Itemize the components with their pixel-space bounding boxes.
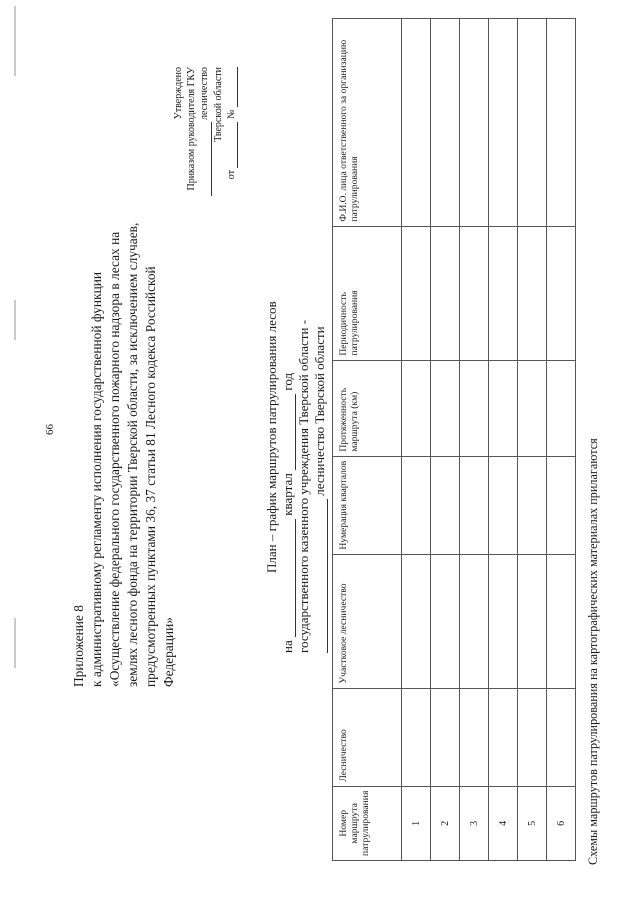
plan-period xyxy=(280,213,296,653)
plan-title: План – график маршрутов патрулирования лесов xyxy=(264,301,279,573)
responsible-person-cell[interactable] xyxy=(518,18,547,226)
quarter-numbers-cell[interactable] xyxy=(402,456,431,554)
patrol-frequency-cell[interactable] xyxy=(460,226,489,360)
header-responsible-person: Ф.И.О. лица ответственного за организацию патрулирования xyxy=(333,18,402,226)
forestry-cell[interactable] xyxy=(460,688,489,786)
route-length-cell[interactable] xyxy=(547,360,576,456)
annex-line: Приложение 8 xyxy=(71,605,86,687)
patrol-routes-table xyxy=(332,18,576,861)
annex-line: Федерации» xyxy=(161,617,176,687)
patrol-frequency-cell[interactable] xyxy=(518,226,547,360)
district-forestry-cell[interactable] xyxy=(431,554,460,688)
table-header-row xyxy=(333,18,402,860)
header-district-forestry: Участковое лесничество xyxy=(333,554,402,688)
approval-order: Приказом руководителя ГКУ xyxy=(186,67,198,191)
quarter-numbers-cell[interactable] xyxy=(547,456,576,554)
quarter-numbers-cell[interactable] xyxy=(489,456,518,554)
route-number-cell: 6 xyxy=(547,786,576,860)
plan-forestry-blank xyxy=(315,499,328,653)
plan-period-year: год xyxy=(280,372,295,391)
route-length-cell[interactable] xyxy=(489,360,518,456)
district-forestry-cell[interactable] xyxy=(460,554,489,688)
quarter-numbers-cell[interactable] xyxy=(460,456,489,554)
plan-institution: государственного казенного учреждения Тверской области - xyxy=(296,319,311,653)
responsible-person-cell[interactable] xyxy=(547,18,576,226)
forestry-cell[interactable] xyxy=(402,688,431,786)
table-row xyxy=(460,18,489,860)
footnote: Схемы маршрутов патрулирования на картографических материалах прилагаются xyxy=(586,438,600,865)
approval-approved: Утверждено xyxy=(173,67,184,120)
plan-year-blank xyxy=(283,394,296,470)
forestry-cell[interactable] xyxy=(489,688,518,786)
route-length-cell[interactable] xyxy=(431,360,460,456)
route-number-cell: 5 xyxy=(518,786,547,860)
patrol-frequency-cell[interactable] xyxy=(547,226,576,360)
route-length-cell[interactable] xyxy=(518,360,547,456)
responsible-person-cell[interactable] xyxy=(489,18,518,226)
table-row xyxy=(547,18,576,860)
annex-line: землях лесного фонда на территории Тверской области, за исключением случаев, xyxy=(125,222,140,687)
header-forestry: Лесничество xyxy=(333,688,402,786)
approval-from: от xyxy=(225,170,237,180)
annex-line: к административному регламенту исполнения государственной функции xyxy=(89,271,104,687)
header-route-length: Протяженность маршрута (км) xyxy=(333,360,402,456)
table-row xyxy=(518,18,547,860)
forestry-cell[interactable] xyxy=(431,688,460,786)
route-number-cell: 2 xyxy=(431,786,460,860)
table-row xyxy=(402,18,431,860)
responsible-person-cell[interactable] xyxy=(460,18,489,226)
annex-header xyxy=(70,127,178,687)
date-blank-line xyxy=(227,122,238,168)
plan-forestry: лесничество Тверской области xyxy=(312,326,327,496)
plan-period-quarter: квартал xyxy=(280,473,295,516)
quarter-numbers-cell[interactable] xyxy=(518,456,547,554)
route-number-cell: 1 xyxy=(402,786,431,860)
plan-period-blank xyxy=(283,519,296,637)
district-forestry-cell[interactable] xyxy=(489,554,518,688)
forestry-cell[interactable] xyxy=(518,688,547,786)
approval-number-sign: № xyxy=(225,109,237,120)
header-patrol-frequency: Периодичность патрулирования xyxy=(333,226,402,360)
header-route-number: Номер маршрута патрулирования xyxy=(333,786,402,860)
district-forestry-cell[interactable] xyxy=(547,554,576,688)
plan-period-on: на xyxy=(280,640,295,653)
route-length-cell[interactable] xyxy=(402,360,431,456)
table-row xyxy=(431,18,460,860)
forestry-blank-line xyxy=(201,123,212,197)
approval-block xyxy=(172,67,238,237)
responsible-person-cell[interactable] xyxy=(402,18,431,226)
district-forestry-cell[interactable] xyxy=(518,554,547,688)
table-row xyxy=(489,18,518,860)
responsible-person-cell[interactable] xyxy=(431,18,460,226)
approval-forestry xyxy=(198,67,211,237)
page-number: 66 xyxy=(44,424,56,435)
plan-forestry-line xyxy=(312,213,328,653)
plan-title-block xyxy=(264,213,328,653)
route-number-cell: 4 xyxy=(489,786,518,860)
district-forestry-cell[interactable] xyxy=(402,554,431,688)
patrol-frequency-cell[interactable] xyxy=(431,226,460,360)
approval-date-number xyxy=(225,67,238,237)
patrol-frequency-cell[interactable] xyxy=(489,226,518,360)
quarter-numbers-cell[interactable] xyxy=(431,456,460,554)
number-blank-line xyxy=(227,67,238,107)
annex-line: «Осуществление федерального государственного пожарного надзора в лесах на xyxy=(107,231,122,687)
header-quarter-numbers: Нумерация кварталов xyxy=(333,456,402,554)
route-number-cell: 3 xyxy=(460,786,489,860)
approval-forestry-suffix: лесничество xyxy=(199,67,211,120)
annex-line: предусмотренных пунктами 36, 37 статьи 81 Лесного кодекса Российской xyxy=(143,266,158,687)
patrol-frequency-cell[interactable] xyxy=(402,226,431,360)
forestry-cell[interactable] xyxy=(547,688,576,786)
route-length-cell[interactable] xyxy=(460,360,489,456)
approval-region: Тверской области xyxy=(212,67,224,142)
